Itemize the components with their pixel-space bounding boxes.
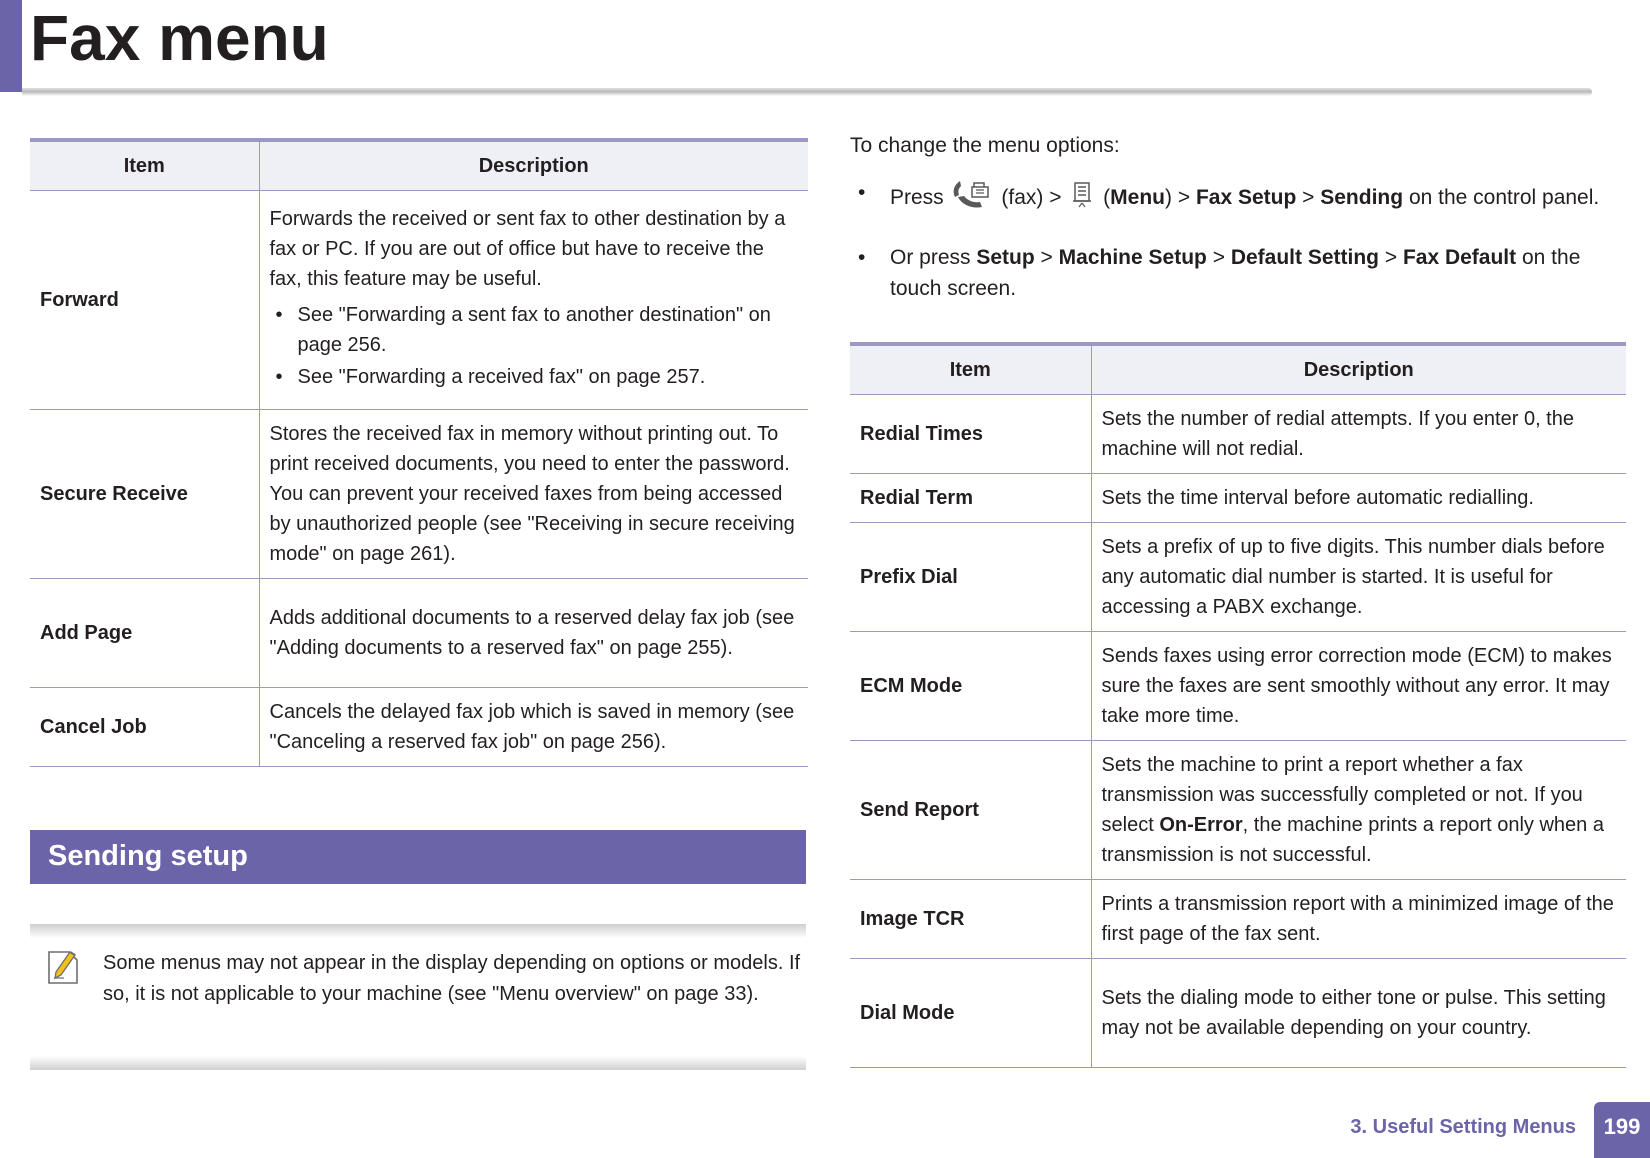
on-error-label: On-Error [1159,814,1243,836]
title-rule [22,88,1592,96]
table-row [850,632,1626,741]
table-row [850,474,1626,523]
page-title: Fax menu [30,2,329,74]
reference-link[interactable]: • See "Forwarding a received fax" on page 257. [270,362,799,392]
table-row [850,523,1626,632]
row-description: Sets the dialing mode to either tone or pulse. This setting may not be available depending on your country. [1091,959,1626,1068]
note-text: Some menus may not appear in the display depending on options or models. If so, it is not applicable to your machine (see "Menu overview" on page 33). [103,952,801,1005]
reference-link[interactable]: • See "Forwarding a sent fax to another destination" on page 256. [270,300,799,360]
page-number-badge: 199 [1594,1102,1650,1158]
row-item-image-tcr: Image TCR [850,880,1091,959]
row-description: Sets a prefix of up to five digits. This number dials before any automatic dial number is started. It is useful for accessing a PABX exchange. [1091,523,1626,632]
row-description: Cancels the delayed fax job which is saved in memory (see "Canceling a reserved fax job" on page 256). [259,688,808,767]
row-item-cancel-job: Cancel Job [30,688,259,767]
sending-label: Sending [1320,186,1404,210]
text-or-press: Or press [890,246,971,269]
text-fax: (fax) > [1001,186,1062,210]
row-item-prefix-dial: Prefix Dial [850,523,1091,632]
note-box [30,924,806,1070]
row-item-dial-mode: Dial Mode [850,959,1091,1068]
text-tail: on the control panel. [1408,186,1600,210]
table-row [850,880,1626,959]
separator: > [1302,186,1315,210]
row-description: Sets the number of redial attempts. If you enter 0, the machine will not redial. [1091,395,1626,474]
table-row [30,410,808,579]
description-text: Forwards the received or sent fax to other destination by a fax or PC. If you are out of office but have to receive the fax, this feature may be useful. [269,208,786,290]
row-item-forward: Forward [30,191,259,410]
note-bottom-rule [30,1056,806,1070]
separator: > [1212,246,1225,269]
row-item-redial-term: Redial Term [850,474,1091,523]
note-pencil-icon [46,946,80,986]
row-description: Sets the time interval before automatic redialling. [1091,474,1626,523]
column-header-item: Item [850,344,1091,395]
row-description: Prints a transmission report with a minimized image of the first page of the fax sent. [1091,880,1626,959]
table-row [850,741,1626,880]
text-paren: ( [1103,186,1111,210]
text-press: Press [890,186,944,210]
row-description: Stores the received fax in memory without printing out. To print received documents, you need to enter the password. You can prevent your received faxes from being accessed by unauthorized people (see "Receiving in secure receiving mode" on page 261). [259,410,808,579]
separator: > [1384,246,1398,269]
setup-label: Setup [976,246,1035,269]
table-row [30,191,808,410]
row-item-redial-times: Redial Times [850,395,1091,474]
table-row [30,579,808,688]
fax-icon [950,177,996,220]
description-text: Sets the machine to print a report whether a fax transmission was successfully completed or not. If you select [1101,754,1583,836]
title-accent-bar [0,0,22,92]
description-text: , the machine prints a report only when a transmission is not successful. [1101,814,1604,866]
fax-menu-table-left [30,138,808,767]
text-paren: ) > [1165,186,1191,210]
section-title: Sending setup [48,840,248,872]
intro-instructions [850,130,1630,326]
section-heading-bar [30,830,806,884]
column-header-description: Description [259,140,808,191]
default-setting-label: Default Setting [1230,246,1379,269]
instruction-control-panel [850,177,1630,220]
machine-setup-label: Machine Setup [1058,246,1207,269]
row-description [259,191,808,410]
row-description: Sends faxes using error correction mode (ECM) to makes sure the faxes are sent smoothly without any error. It may take more time. [1091,632,1626,741]
column-header-item: Item [30,140,259,191]
note-top-rule [30,924,806,938]
footer-chapter-label: 3. Useful Setting Menus [1350,1116,1576,1138]
instruction-touch-screen [850,242,1630,304]
intro-lead: To change the menu options: [850,134,1120,157]
menu-label: Menu [1110,186,1165,210]
text-tail: on the touch screen. [890,246,1581,300]
sending-setup-table [850,342,1626,1068]
separator: > [1040,246,1053,269]
reference-list [270,300,799,392]
row-description [1091,741,1626,880]
row-description: Adds additional documents to a reserved delay fax job (see "Adding documents to a reserved fax" on page 255). [259,579,808,688]
row-item-send-report: Send Report [850,741,1091,880]
table-row [30,688,808,767]
menu-icon [1067,179,1097,218]
row-item-ecm-mode: ECM Mode [850,632,1091,741]
fax-default-label: Fax Default [1402,246,1517,269]
fax-setup-label: Fax Setup [1195,186,1297,210]
column-header-description: Description [1091,344,1626,395]
table-row [850,959,1626,1068]
row-item-secure-receive: Secure Receive [30,410,259,579]
row-item-add-page: Add Page [30,579,259,688]
table-row [850,395,1626,474]
